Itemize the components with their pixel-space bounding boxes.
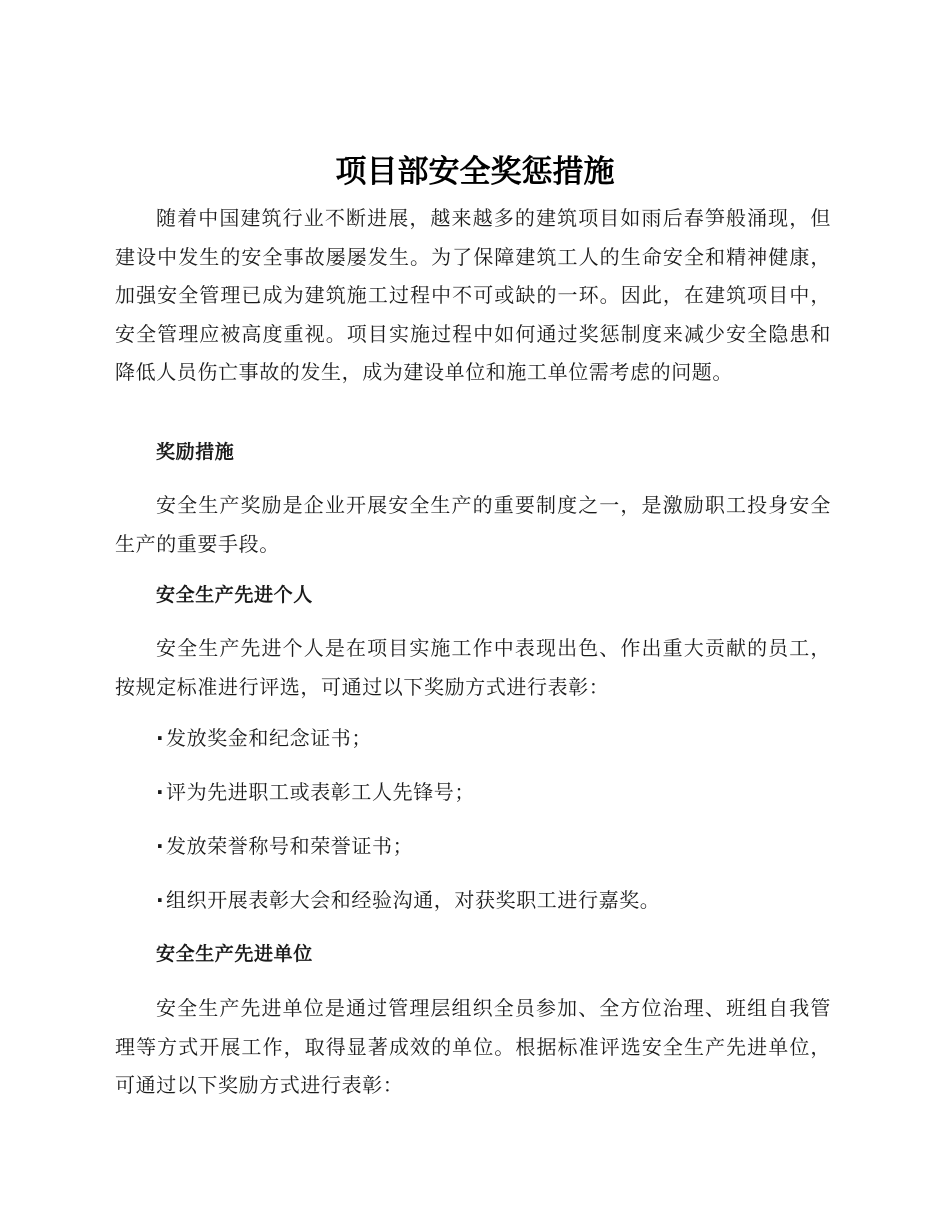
bullet-marker: · [156,888,165,912]
bullet-marker: · [156,726,165,750]
list-item [156,886,872,914]
page-title: 项目部安全奖惩措施 [335,154,615,190]
bullet-marker: · [156,780,165,804]
bullet-marker: · [156,834,165,858]
list-item [156,724,872,752]
list-item [156,832,872,860]
advanced-unit-paragraph: 安全生产先进单位是通过管理层组织全员参加、全方位治理、班组自我管理等方式开展工作，取得显著成效的单位。根据标准评选安全生产先进单位，可通过以下奖励方式进行表彰： [115,996,831,1097]
intro-paragraph: 随着中国建筑行业不断进展，越来越多的建筑项目如雨后春笋般涌现，但建设中发生的安全事故屡屡发生。为了保障建筑工人的生命安全和精神健康，加强安全管理已成为建筑施工过程中不可或缺的一环。因此，在建筑项目中，安全管理应被高度重视。项目实施过程中如何通过奖惩制度来减少安全隐患和降低人员伤亡事故的发生，成为建设单位和施工单位需考虑的问题。 [115,206,831,384]
advanced-individual-paragraph: 安全生产先进个人是在项目实施工作中表现出色、作出重大贡献的员工，按规定标准进行评选，可通过以下奖励方式进行表彰： [115,636,831,699]
section-heading-advanced-unit: 安全生产先进单位 [156,943,313,965]
list-item-text: 发放奖金和纪念证书； [166,726,372,750]
rewards-paragraph: 安全生产奖励是企业开展安全生产的重要制度之一，是激励职工投身安全生产的重要手段。 [115,493,831,556]
list-item-text: 评为先进职工或表彰工人先锋号； [166,780,475,804]
list-item [156,778,872,806]
list-item-text: 发放荣誉称号和荣誉证书； [166,834,414,858]
section-heading-rewards: 奖励措施 [156,441,235,463]
section-heading-advanced-individual: 安全生产先进个人 [156,584,313,606]
list-item-text: 组织开展表彰大会和经验沟通，对获奖职工进行嘉奖。 [166,888,661,912]
